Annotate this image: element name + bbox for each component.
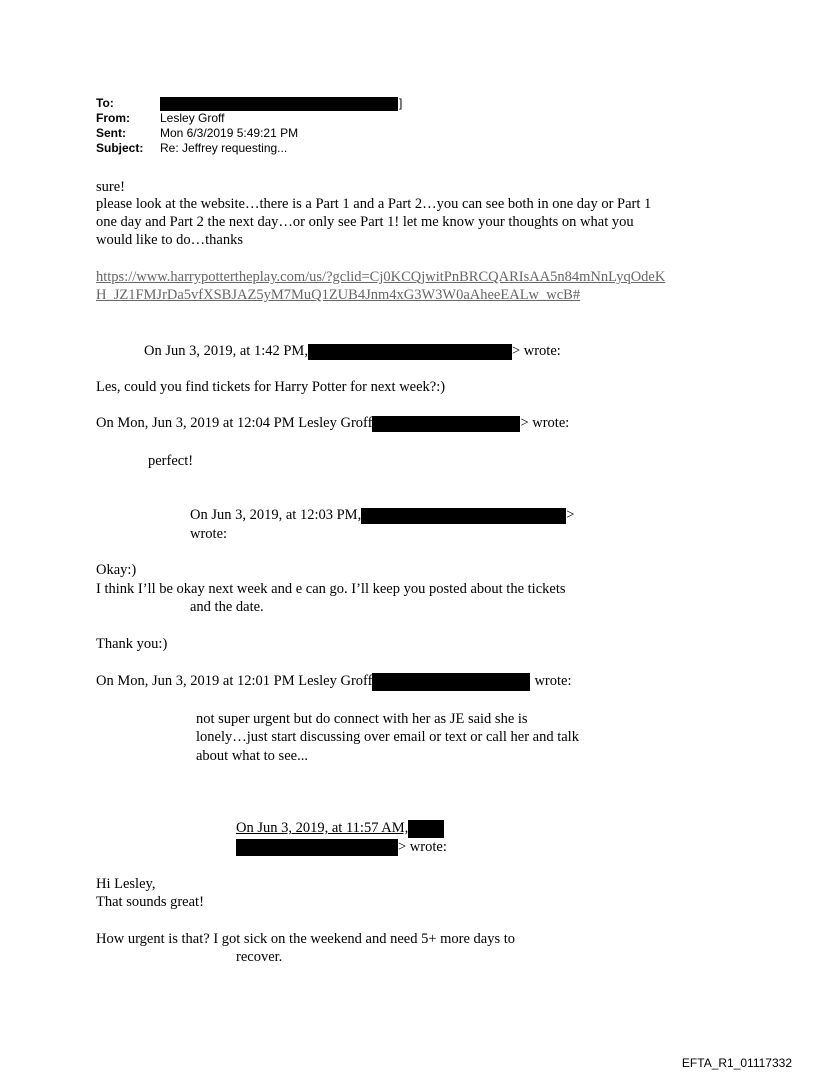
document-id: EFTA_R1_01117332 xyxy=(681,1056,792,1070)
message-text: not super urgent but do connect with her as JE said she is xyxy=(196,711,528,727)
redaction-block xyxy=(372,416,520,432)
from-label: From: xyxy=(96,111,130,125)
message-text: That sounds great! xyxy=(96,894,204,910)
subject-value: Re: Jeffrey requesting... xyxy=(160,141,288,155)
subject-label: Subject: xyxy=(96,141,144,155)
message-text: Thank you:) xyxy=(96,636,168,652)
subject-row xyxy=(96,141,402,156)
email-header xyxy=(96,96,402,156)
message-text: lonely…just start discussing over email or text or call her and talk xyxy=(196,729,579,745)
from-value: Lesley Groff xyxy=(160,111,225,125)
quote-header: On Mon, Jun 3, 2019 at 12:04 PM Lesley Groff > wrote: xyxy=(96,415,570,431)
redaction-block xyxy=(160,97,398,111)
sent-row xyxy=(96,126,402,141)
message-text: about what to see... xyxy=(196,748,308,764)
message-text: How urgent is that? I got sick on the weekend and need 5+ more days to xyxy=(96,931,516,947)
quote-header: On Mon, Jun 3, 2019 at 12:01 PM Lesley Groff wrote: xyxy=(96,673,572,689)
quote-header: On Jun 3, 2019, at 1:42 PM, > wrote: xyxy=(144,343,561,359)
to-label: To: xyxy=(96,96,114,110)
redaction-block xyxy=(236,839,398,856)
body-line: please look at the website…there is a Part 1 and a Part 2…you can see both in one day or Part 1 xyxy=(96,196,652,212)
body-line: one day and Part 2 the next day…or only see Part 1! let me know your thoughts on what you xyxy=(96,214,634,230)
from-row xyxy=(96,111,402,126)
sent-label: Sent: xyxy=(96,126,126,140)
quote-header: On Jun 3, 2019, at 12:03 PM, > xyxy=(190,507,575,523)
sent-value: Mon 6/3/2019 5:49:21 PM xyxy=(160,126,299,140)
redaction-block xyxy=(372,673,530,691)
website-link-cont[interactable]: H_JZ1FMJrDa5vfXSBJAZ5yM7MuQ1ZUB4Jnm4xG3W3W0aAheeEALw_wcB# xyxy=(96,287,581,303)
website-link[interactable]: https://www.harrypottertheplay.com/us/?gclid=Cj0KCQjwitPnBRCQARIsAA5n84mNnLyqOdeK xyxy=(96,269,666,285)
quote-header: On Jun 3, 2019, at 11:57 AM, xyxy=(236,818,444,838)
redaction-block xyxy=(408,820,444,838)
message-text: Hi Lesley, xyxy=(96,876,156,892)
message-text: and the date. xyxy=(190,599,264,615)
redaction-block xyxy=(308,344,512,360)
greeting: sure! xyxy=(96,179,125,195)
message-text: I think I’ll be okay next week and e can go. I’ll keep you posted about the tickets xyxy=(96,581,566,597)
quote-header-cont: wrote: xyxy=(190,526,228,542)
message-text: recover. xyxy=(236,949,283,965)
to-trailing: ] xyxy=(399,96,403,110)
body-line: would like to do…thanks xyxy=(96,232,244,248)
to-row xyxy=(96,96,402,111)
quote-header-cont: > wrote: xyxy=(236,837,447,857)
redaction-block xyxy=(361,508,566,524)
message-text: perfect! xyxy=(148,453,194,469)
message-text: Les, could you find tickets for Harry Potter for next week?:) xyxy=(96,379,446,395)
message-text: Okay:) xyxy=(96,562,137,578)
